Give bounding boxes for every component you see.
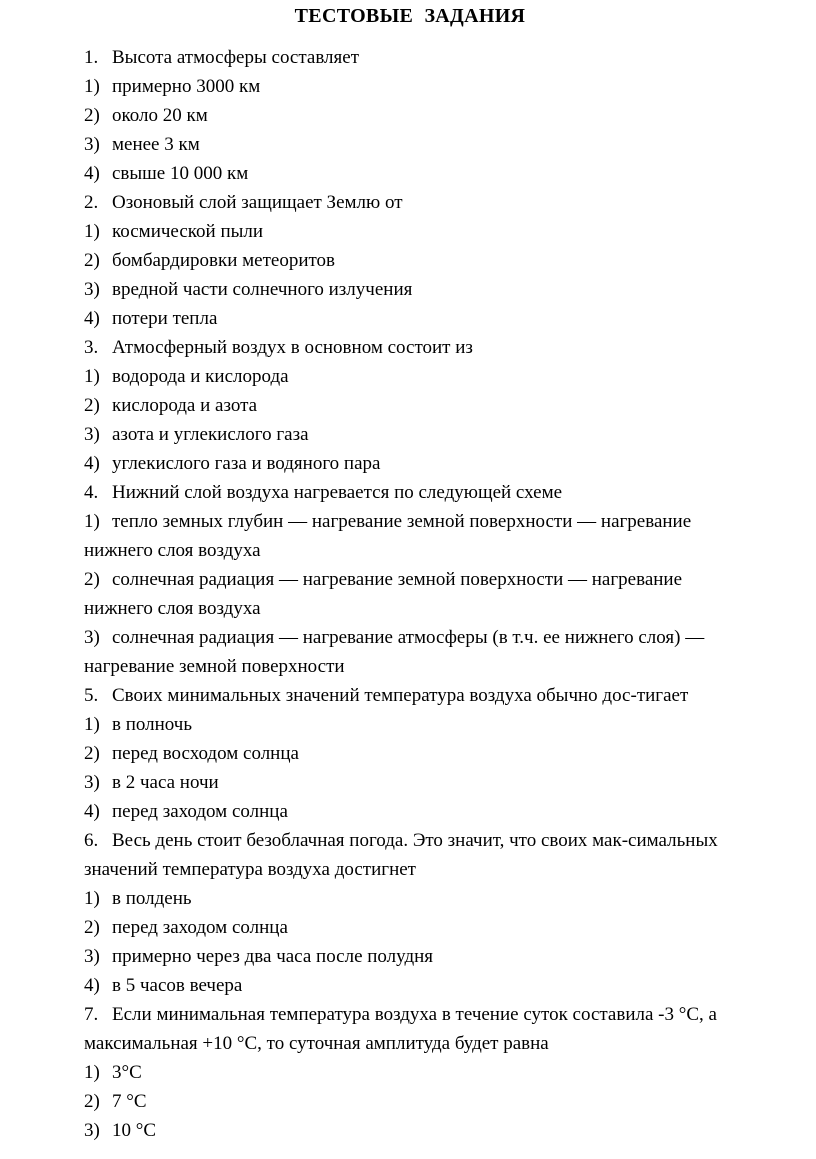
answer-option <box>84 1116 816 1145</box>
option-text: менее 3 км <box>112 134 200 155</box>
answer-option <box>84 101 816 130</box>
question-line <box>84 188 816 217</box>
option-text: 10 °С <box>112 1120 157 1141</box>
answer-option <box>84 768 816 797</box>
option-number: 2) <box>84 395 100 416</box>
question-line <box>84 478 816 507</box>
answer-option <box>84 739 816 768</box>
option-text: в полдень <box>112 888 192 909</box>
answer-option <box>84 275 816 304</box>
option-number: 4) <box>84 801 100 822</box>
option-number: 2) <box>84 743 100 764</box>
answer-option <box>84 507 816 536</box>
answer-option <box>84 130 816 159</box>
answer-option <box>84 72 816 101</box>
question-number: 6. <box>84 830 99 851</box>
option-number: 3) <box>84 134 100 155</box>
option-text: 3°С <box>112 1062 142 1083</box>
answer-option <box>84 159 816 188</box>
answer-option <box>84 565 816 594</box>
option-text: в 2 часа ночи <box>112 772 219 793</box>
continuation-line: нагревание земной поверхности <box>84 656 345 677</box>
answer-option <box>84 971 816 1000</box>
question-number: 5. <box>84 685 99 706</box>
continuation-line: нижнего слоя воздуха <box>84 540 261 561</box>
question-line <box>84 333 816 362</box>
option-text: в 5 часов вечера <box>112 975 243 996</box>
question-text: Атмосферный воздух в основном состоит из <box>112 337 473 358</box>
option-number: 2) <box>84 569 100 590</box>
question-number: 7. <box>84 1004 99 1025</box>
option-number: 3) <box>84 424 100 445</box>
option-text: примерно 3000 км <box>112 76 261 97</box>
option-text: свыше 10 000 км <box>112 163 249 184</box>
option-number: 3) <box>84 627 100 648</box>
test-questions <box>84 43 816 1145</box>
option-number: 1) <box>84 888 100 909</box>
option-text: водорода и кислорода <box>112 366 289 387</box>
option-number: 3) <box>84 279 100 300</box>
question-text: Озоновый слой защищает Землю от <box>112 192 403 213</box>
question-text: Если минимальная температура воздуха в течение суток составила -3 °С, а <box>112 1004 717 1025</box>
option-number: 1) <box>84 511 100 532</box>
option-number: 3) <box>84 772 100 793</box>
answer-option <box>84 1058 816 1087</box>
continuation-line: максимальная +10 °С, то суточная амплитуда будет равна <box>84 1033 549 1054</box>
question-line <box>84 1000 816 1029</box>
option-text: космической пыли <box>112 221 264 242</box>
option-number: 1) <box>84 1062 100 1083</box>
option-text: вредной части солнечного излучения <box>112 279 413 300</box>
option-text: азота и углекислого газа <box>112 424 309 445</box>
option-number: 1) <box>84 76 100 97</box>
option-text: в полночь <box>112 714 193 735</box>
option-text: перед заходом солнца <box>112 801 288 822</box>
option-number: 4) <box>84 308 100 329</box>
option-text: тепло земных глубин — нагревание земной поверхности — нагревание <box>112 511 692 532</box>
option-text: кислорода и азота <box>112 395 258 416</box>
answer-option <box>84 420 816 449</box>
option-text: 7 °С <box>112 1091 147 1112</box>
option-number: 3) <box>84 946 100 967</box>
page-title: ТЕСТОВЫЕ ЗАДАНИЯ <box>294 5 526 27</box>
answer-option <box>84 913 816 942</box>
continuation-line: значений температура воздуха достигнет <box>84 859 416 880</box>
question-text: Своих минимальных значений температура воздуха обычно дос-тигает <box>112 685 689 706</box>
question-line <box>84 681 816 710</box>
answer-option <box>84 449 816 478</box>
option-number: 1) <box>84 714 100 735</box>
option-number: 2) <box>84 105 100 126</box>
continuation-line: нижнего слоя воздуха <box>84 598 261 619</box>
answer-option <box>84 362 816 391</box>
option-text: потери тепла <box>112 308 218 329</box>
answer-option <box>84 710 816 739</box>
option-number: 3) <box>84 1120 100 1141</box>
question-text: Весь день стоит безоблачная погода. Это значит, что своих мак-симальных <box>112 830 718 851</box>
option-text: солнечная радиация — нагревание земной поверхности — нагревание <box>112 569 683 590</box>
question-line <box>84 43 816 72</box>
question-number: 1. <box>84 47 99 68</box>
question-number: 2. <box>84 192 99 213</box>
option-number: 1) <box>84 221 100 242</box>
answer-option <box>84 304 816 333</box>
answer-option <box>84 246 816 275</box>
option-number: 2) <box>84 250 100 271</box>
answer-option <box>84 391 816 420</box>
answer-option <box>84 797 816 826</box>
question-number: 3. <box>84 337 99 358</box>
question-text: Высота атмосферы составляет <box>112 47 359 68</box>
option-text: перед заходом солнца <box>112 917 288 938</box>
answer-option <box>84 1087 816 1116</box>
option-number: 1) <box>84 366 100 387</box>
answer-option <box>84 217 816 246</box>
question-number: 4. <box>84 482 99 503</box>
answer-option <box>84 623 816 652</box>
option-text: углекислого газа и водяного пара <box>112 453 381 474</box>
answer-option <box>84 942 816 971</box>
option-text: перед восходом солнца <box>112 743 299 764</box>
option-number: 2) <box>84 1091 100 1112</box>
option-text: примерно через два часа после полудня <box>112 946 434 967</box>
option-text: около 20 км <box>112 105 208 126</box>
option-text: солнечная радиация — нагревание атмосферы (в т.ч. ее нижнего слоя) — <box>112 627 705 648</box>
question-text: Нижний слой воздуха нагревается по следующей схеме <box>112 482 563 503</box>
option-number: 4) <box>84 163 100 184</box>
question-line <box>84 826 816 855</box>
option-text: бомбардировки метеоритов <box>112 250 336 271</box>
option-number: 4) <box>84 975 100 996</box>
answer-option <box>84 884 816 913</box>
option-number: 2) <box>84 917 100 938</box>
option-number: 4) <box>84 453 100 474</box>
